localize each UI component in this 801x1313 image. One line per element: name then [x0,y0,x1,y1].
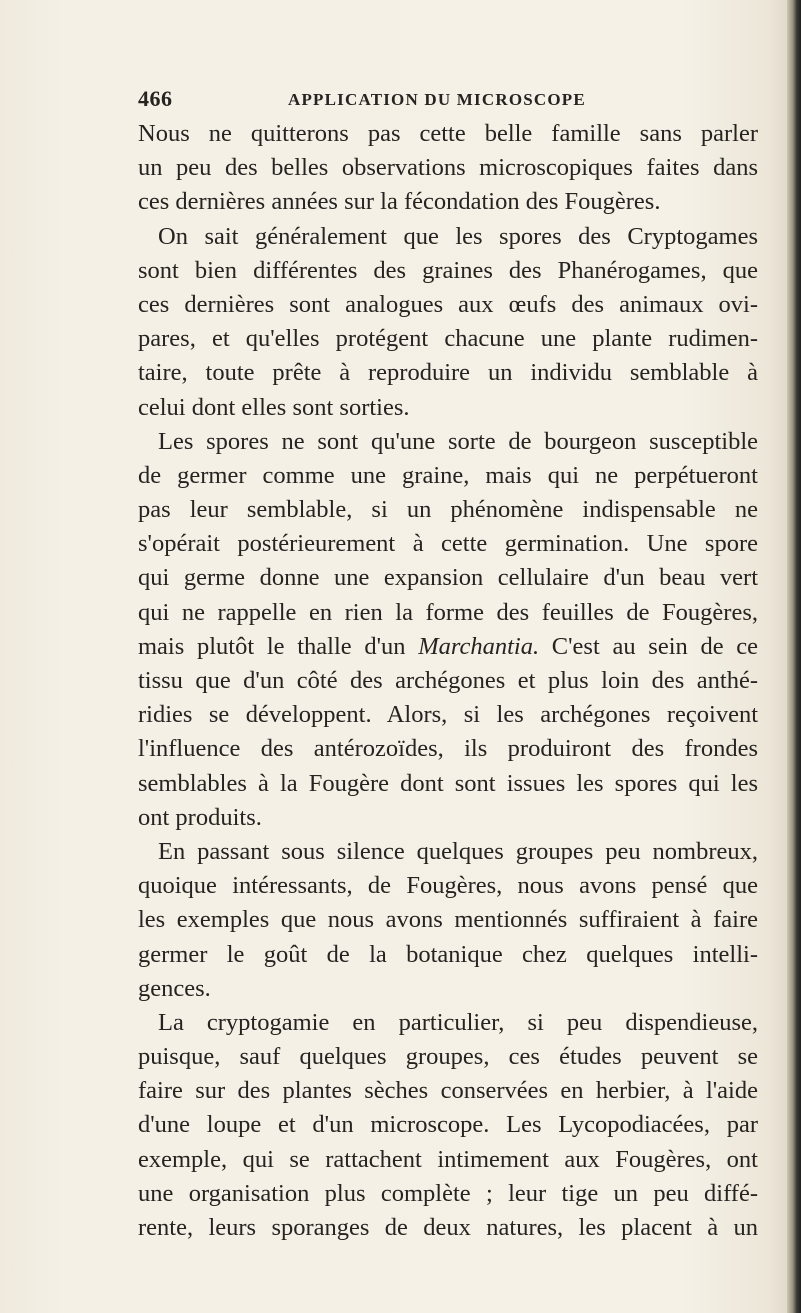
text-line: l'influence des antérozoïdes, ils produiront des frondes [138,735,758,763]
text-line: semblables à la Fougère dont sont issues les spores qui les [138,769,758,797]
text-line: ces dernières sont analogues aux œufs des animaux ovi- [138,290,758,318]
text-line: les exemples que nous avons mentionnés suffiraient à faire [138,906,758,934]
text-line: tissu que d'un côté des archégones et plus loin des anthé- [138,667,758,694]
text-line: puisque, sauf quelques groupes, ces études peuvent se [138,1043,758,1071]
italic-genus-name: Marchantia. [418,632,540,660]
page-number: 466 [138,86,173,111]
text-line: de germer comme une graine, mais qui ne perpétueront [138,461,758,489]
text-line: exemple, qui se rattachent intimement aux Fougères, ont [138,1145,758,1173]
text-fragment: mais plutôt le thalle d'un [138,632,406,660]
text-fragment: C'est au sein de ce [551,632,759,660]
text-line-with-italic [138,630,758,664]
text-line: Nous ne quitterons pas cette belle famille sans parler [138,120,758,147]
text-line: qui ne rappelle en rien la forme des feuilles de Fougères, [138,598,758,626]
text-line: d'une loupe et d'un microscope. Les Lycopodiacées, par [138,1111,758,1139]
body-text [138,117,758,1245]
text-line: une organisation plus complète ; leur tige un peu diffé- [138,1179,758,1207]
text-line: Les spores ne sont qu'une sorte de bourgeon susceptible [158,427,758,455]
text-line: un peu des belles observations microscopiques faites dans [138,154,758,182]
text-line: sont bien différentes des graines des Phanérogames, que [138,256,758,284]
text-line: germer le goût de la botanique chez quelques intelli- [138,940,758,968]
text-line: La cryptogamie en particulier, si peu dispendieuse, [158,1008,758,1036]
text-line: On sait généralement que les spores des Cryptogames [158,222,758,250]
text-line: En passant sous silence quelques groupes peu nombreux, [158,837,758,865]
running-title: APPLICATION DU MICROSCOPE [288,90,586,109]
text-line: ridies se développent. Alors, si les archégones reçoivent [138,701,758,729]
text-line: rente, leurs sporanges de deux natures, les placent à un [138,1214,758,1241]
text-line: taire, toute prête à reproduire un individu semblable à [138,359,758,387]
text-line: s'opérait postérieurement à cette germination. Une spore [138,530,758,558]
text-line: ont produits. [138,803,262,831]
text-line: celui dont elles sont sorties. [138,393,410,421]
page-edge-shadow [787,0,801,1313]
text-line: qui germe donne une expansion cellulaire d'un beau vert [138,564,758,592]
text-line: gences. [138,974,211,1002]
text-line: quoique intéressants, de Fougères, nous avons pensé que [138,872,758,900]
text-line: pares, et qu'elles protégent chacune une plante rudimen- [138,325,758,353]
text-line: ces dernières années sur la fécondation des Fougères. [138,188,661,216]
text-line: pas leur semblable, si un phénomène indispensable ne [138,496,758,524]
text-line: faire sur des plantes sèches conservées en herbier, à l'aide [138,1077,758,1105]
